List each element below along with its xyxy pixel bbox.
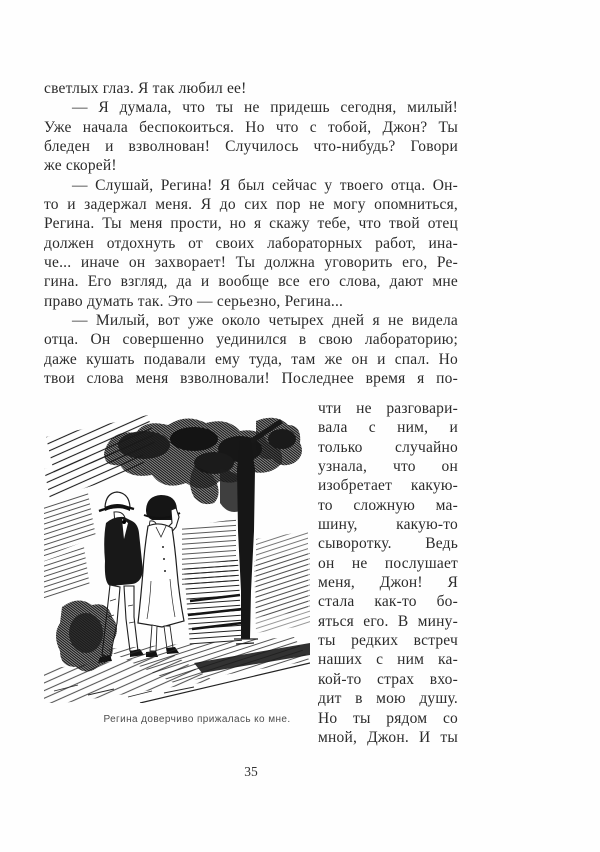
text-line: че... иначе он захворает! Ты должна уговорить его, Ре- (44, 254, 458, 272)
text-line: то сложную ма- (318, 496, 458, 514)
main-text-block (44, 79, 458, 389)
text-line: мной, Джон. И ты (318, 728, 458, 746)
text-line: Но ты рядом со (318, 709, 458, 727)
text-line: дит в мою душу. (318, 690, 458, 708)
text-line: даже кушать подавали ему туда, там же он и спал. Но (44, 350, 458, 368)
text-line: — Милый, вот уже около четырех дней я не видела (72, 312, 458, 330)
text-line: яться его. В мину- (318, 612, 458, 630)
text-line: стала как-то бо- (318, 593, 458, 611)
text-line: наших с ним ка- (318, 651, 458, 669)
text-line: право думать так. Это — серьезно, Регина... (44, 292, 344, 310)
text-line: он не послушает (318, 554, 458, 572)
text-line: меня, Джон! Я (318, 574, 458, 592)
text-line: сыворотку. Ведь (318, 535, 458, 553)
wrapped-text-column (318, 399, 458, 747)
text-line: узнала, что он (318, 458, 458, 476)
text-line: ты редких встреч (318, 632, 458, 650)
text-line: вала с ним, и (318, 419, 458, 437)
text-line: же скорей! (44, 157, 117, 175)
book-illustration-figure (44, 399, 310, 747)
text-line: гина. Его взгляд, да и вообще все его слова, дают мне (44, 273, 458, 291)
page-number: 35 (244, 764, 258, 779)
image-text-wrap-region (44, 399, 458, 747)
text-line: только случайно (318, 438, 458, 456)
illustration (44, 411, 310, 703)
text-line: чти не разговари- (318, 400, 458, 417)
text-line: должен отдохнуть от своих лабораторных работ, ина- (44, 234, 458, 252)
text-line: бледен и взволнован! Случилось что-нибудь? Говори (44, 138, 458, 156)
text-line: отца. Он совершенно уединился в свою лабораторию; (44, 331, 458, 349)
text-line: Регина. Ты меня прости, но я скажу тебе, что твой отец (44, 215, 458, 233)
text-line: — Слушай, Регина! Я был сейчас у твоего отца. Он- (72, 176, 458, 194)
text-line: твои слова меня взволновали! Последнее время я по- (44, 370, 458, 388)
text-line: изобретает какую- (318, 477, 458, 495)
illustration-caption: Регина доверчиво прижалась ко мне. (103, 714, 291, 725)
text-line: то и задержал меня. Я до сих пор не могу опомниться, (44, 196, 458, 214)
illustration-bush (56, 600, 117, 671)
text-line: светлых глаз. Я так любил ее! (44, 80, 247, 97)
text-line: кой-то страх вхо- (318, 670, 458, 688)
illustration-woman (138, 495, 184, 657)
text-line: Уже начала беспокоиться. Но что с тобой, Джон? Ты (44, 118, 458, 136)
text-line: шину, какую-то (318, 516, 458, 534)
text-line: — Я думала, что ты не придешь сегодня, милый! (72, 99, 458, 117)
